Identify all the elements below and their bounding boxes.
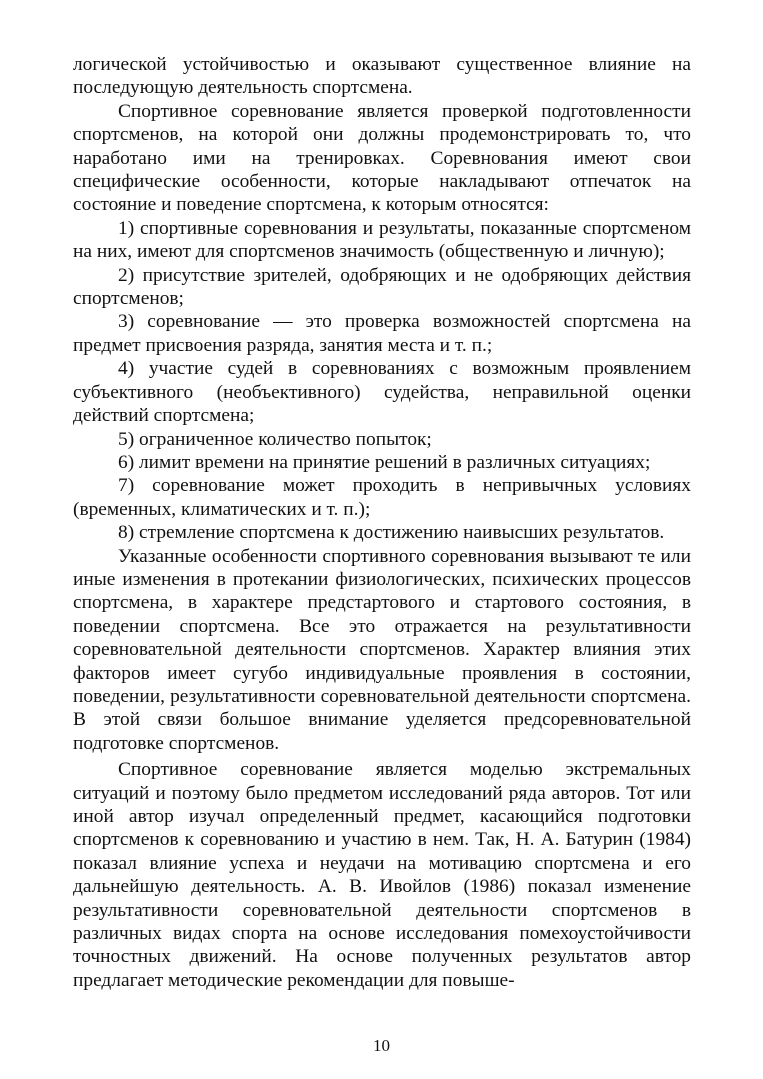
paragraph-continuation: логической устойчивостью и оказывают существенное влияние на последующую деятельность спортсмена. <box>73 54 691 99</box>
paragraph-research-review: Спортивное соревнование является моделью экстремальных ситуаций и поэтому было предметом исследований ряда авторов. Тот или иной автор изучал определенный предмет, касающийся подготовки спортсменов к соревнованию и участию в нем. Так, Н. А. Батурин (1984) показал влияние успеха и неудачи на мотивацию спортсмена и его дальнейшую деятельность. А. В. Ивойлов (1986) показал изменение результативности соревновательной деятельности спортсменов в различных видах спорта на основе исследования помехоустойчивости точностных движений. На основе полученных результатов автор предлагает методические рекомендации для повыше- <box>73 759 691 991</box>
list-item-5: 5) ограниченное количество попыток; <box>118 428 432 450</box>
paragraph-intro: Спортивное соревнование является проверкой подготовленности спортсменов, на которой они должны продемонстрировать то, что наработано ими на тренировках. Соревнования имеют свои специфические особенности, которые накладывают отпечаток на состояние и поведение спортсмена, к которым относятся: <box>73 100 691 216</box>
list-item-8: 8) стремление спортсмена к достижению наивысших результатов. <box>118 522 665 544</box>
page-number: 10 <box>373 1036 390 1055</box>
list-item-3: 3) соревнование — это проверка возможностей спортсмена на предмет присвоения разряда, занятия места и т. п.; <box>73 311 691 356</box>
list-item-4: 4) участие судей в соревнованиях с возможным проявлением субъективного (необъективного) судейства, неправильной оценки действий спортсмена; <box>73 358 691 427</box>
list-item-7: 7) соревнование может проходить в непривычных условиях (временных, климатических и т. п.); <box>73 475 691 520</box>
list-item-6: 6) лимит времени на принятие решений в различных ситуациях; <box>118 451 651 473</box>
list-item-1: 1) спортивные соревнования и результаты, показанные спортсменом на них, имеют для спортсменов значимость (общественную и личную); <box>73 217 691 263</box>
list-item-2: 2) присутствие зрителей, одобряющих и не одобряющих действия спортсменов; <box>73 264 691 310</box>
page-body <box>73 53 691 992</box>
paragraph-features-effects: Указанные особенности спортивного соревнования вызывают те или иные изменения в протекании физиологических, психических процессов спортсмена, в характере предстартового и стартового состояния, в поведении спортсмена. Все это отражается на результативности соревновательной деятельности спортсменов. Характер влияния этих факторов имеет сугубо индивидуальные проявления в состоянии, поведении, результативности соревновательной деятельности спортсмена. В этой связи большое внимание уделяется предсоревновательной подготовке спортсменов. <box>73 545 691 754</box>
